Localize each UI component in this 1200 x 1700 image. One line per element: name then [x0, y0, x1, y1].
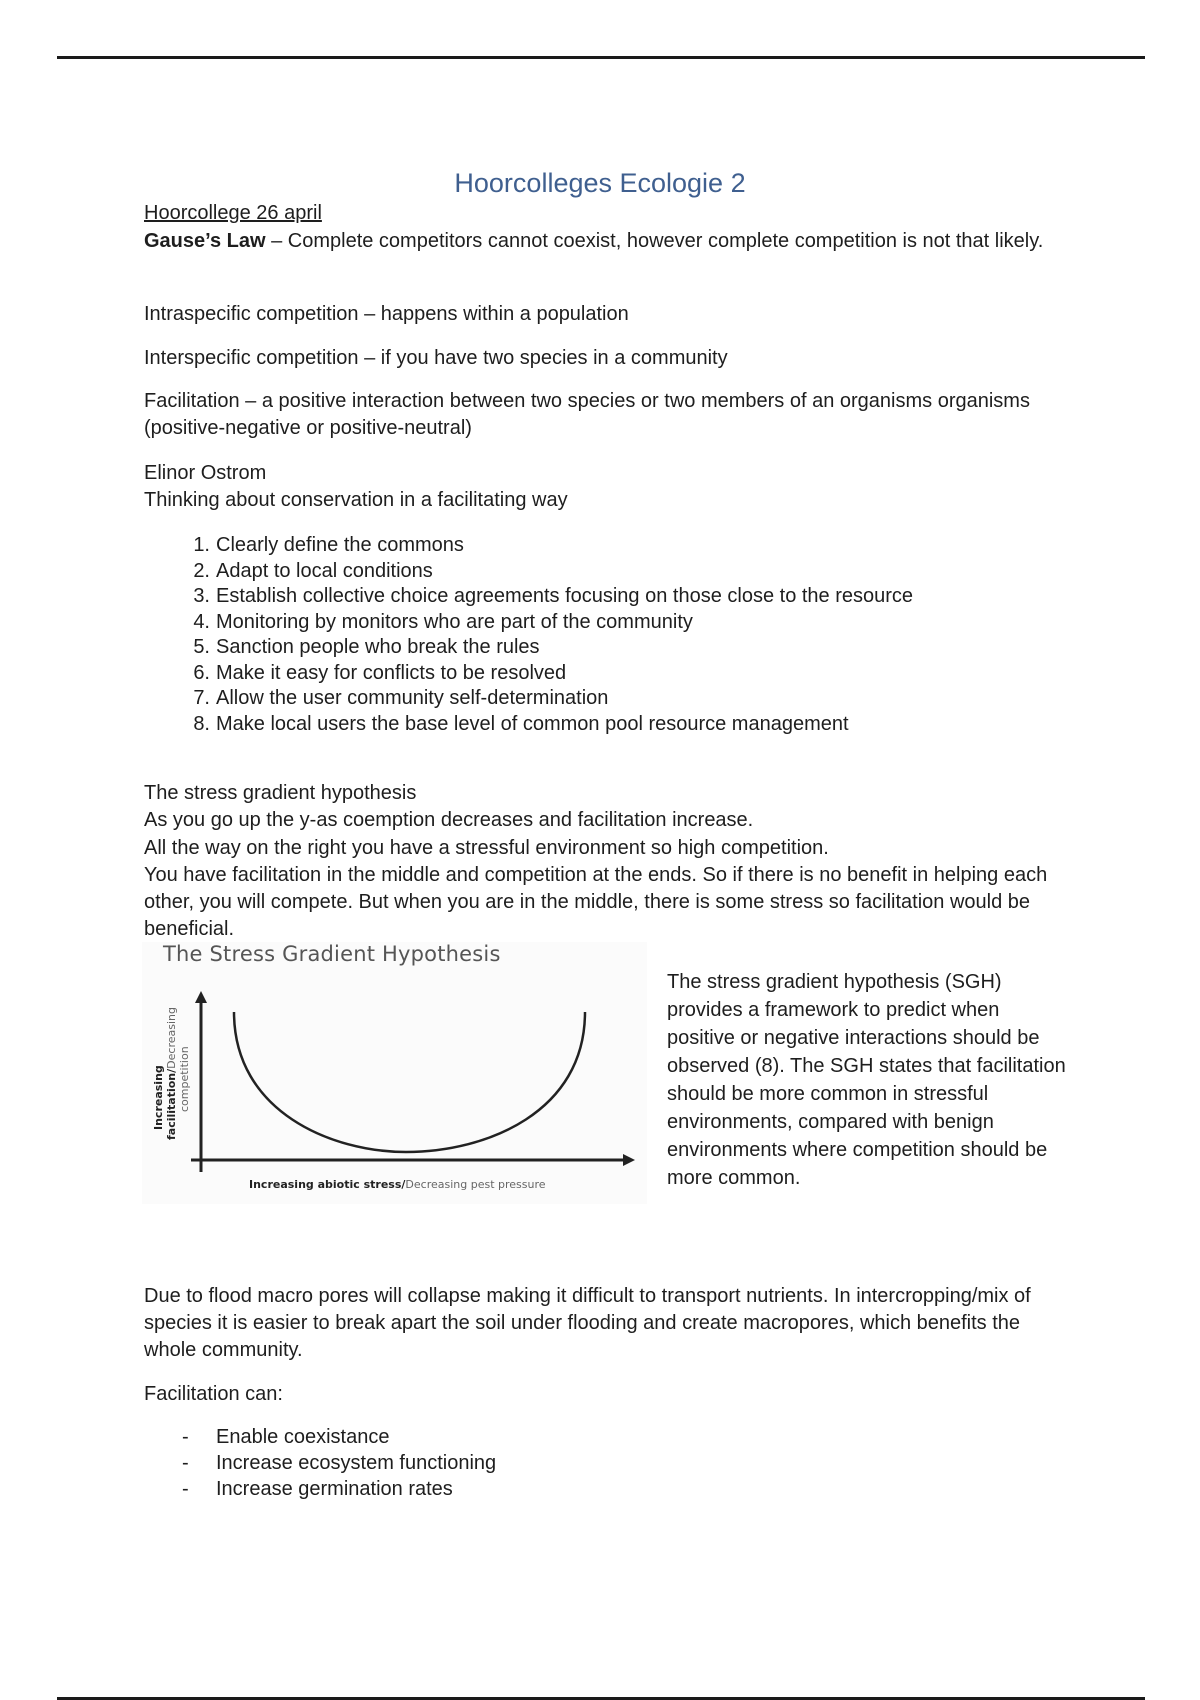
y-axis-label-light-1: Decreasing	[165, 1007, 178, 1069]
lecture-heading: Hoorcollege 26 april	[144, 202, 322, 224]
list-number: 4.	[193, 610, 210, 633]
list-item	[144, 686, 913, 712]
list-item	[144, 635, 913, 661]
ostrom-subtitle: Thinking about conservation in a facilitating way	[144, 489, 568, 511]
y-axis-label-bold-2: facilitation/	[165, 1068, 178, 1140]
facilitation-can-heading: Facilitation can:	[144, 1383, 283, 1405]
list-item-text: Make local users the base level of common pool resource management	[216, 712, 849, 735]
facilitation-paragraph: Facilitation – a positive interaction between two species or two members of an organisms organisms (positive-negative or positive-neutral)	[144, 390, 1030, 439]
header-rule	[57, 56, 1145, 59]
sgh-heading: The stress gradient hypothesis	[144, 782, 417, 804]
sgh-line-2: All the way on the right you have a stressful environment so high competition.	[144, 837, 829, 859]
dash-bullet-icon: -	[182, 1426, 189, 1448]
svg-text:Increasing abiotic stress/Decr	[249, 1178, 546, 1191]
list-item-text: Enable coexistance	[216, 1426, 390, 1448]
list-item-text: Monitoring by monitors who are part of the community	[216, 610, 693, 633]
list-item-text: Make it easy for conflicts to be resolved	[216, 661, 567, 684]
list-number: 3.	[193, 585, 210, 607]
figure-title: The Stress Gradient Hypothesis	[163, 942, 501, 966]
sgh-side-paragraph: The stress gradient hypothesis (SGH) provides a framework to predict when positive or negative interactions should be observed (8). The SGH states that facilitation should be more common in stressful environments, compared with benign environments where competition should be more common.	[667, 971, 1066, 1189]
list-item-text: Increase germination rates	[216, 1478, 453, 1500]
list-number: 1.	[193, 534, 210, 556]
document-title: Hoorcolleges Ecologie 2	[454, 168, 746, 198]
stress-gradient-figure	[142, 942, 647, 1204]
list-item-text: Clearly define the commons	[216, 534, 464, 556]
facilitation-benefits-list	[144, 1424, 496, 1502]
list-item-text: Allow the user community self-determination	[216, 687, 609, 709]
gause-law-definition: – Complete competitors cannot coexist, however complete competition is not that likely.	[265, 230, 1044, 252]
list-number: 6.	[193, 661, 210, 684]
list-item	[144, 1424, 496, 1450]
list-item-text: Establish collective choice agreements focusing on those close to the resource	[216, 585, 914, 607]
list-item-text: Increase ecosystem functioning	[216, 1452, 497, 1474]
ostrom-name: Elinor Ostrom	[144, 462, 267, 484]
intraspecific-paragraph: Intraspecific competition – happens within a population	[144, 303, 629, 325]
list-number: 2.	[193, 559, 210, 582]
x-axis-label-bold: Increasing abiotic stress/	[249, 1178, 406, 1191]
y-axis-label-light-2: competition	[178, 1046, 191, 1112]
dash-bullet-icon: -	[182, 1452, 189, 1474]
stress-gradient-chart	[142, 942, 647, 1204]
gause-law-term: Gause’s Law	[144, 230, 266, 252]
list-item	[144, 1476, 496, 1502]
y-axis-label-bold-1: Increasing	[152, 1065, 165, 1130]
list-item	[144, 533, 913, 559]
list-item	[144, 559, 913, 585]
list-number: 7.	[193, 687, 210, 709]
x-axis-label-light: Decreasing pest pressure	[405, 1178, 546, 1191]
list-number: 8.	[193, 712, 210, 735]
list-item	[144, 661, 913, 687]
list-item	[144, 610, 913, 636]
dash-bullet-icon: -	[182, 1478, 189, 1500]
flood-paragraph: Due to flood macro pores will collapse making it difficult to transport nutrients. In intercropping/mix of species it is easier to break apart the soil under flooding and create macropores, which benefits the whole community.	[144, 1285, 1031, 1361]
list-item	[144, 584, 913, 610]
list-item-text: Sanction people who break the rules	[216, 636, 540, 658]
sgh-line-3: You have facilitation in the middle and competition at the ends. So if there is no benefit in helping each other, you will compete. But when you are in the middle, there is some stress so facilitation would be beneficial.	[144, 864, 1048, 940]
list-number: 5.	[193, 636, 210, 658]
list-item-text: Adapt to local conditions	[216, 559, 433, 582]
interspecific-paragraph: Interspecific competition – if you have two species in a community	[144, 347, 728, 369]
list-item	[144, 712, 913, 738]
ostrom-principles-list	[144, 533, 913, 737]
sgh-line-1: As you go up the y-as coemption decreases and facilitation increase.	[144, 809, 754, 831]
svg-text:facilitation/Decreasing	[165, 1007, 178, 1140]
list-item	[144, 1450, 496, 1476]
gause-law-paragraph	[144, 228, 1064, 255]
